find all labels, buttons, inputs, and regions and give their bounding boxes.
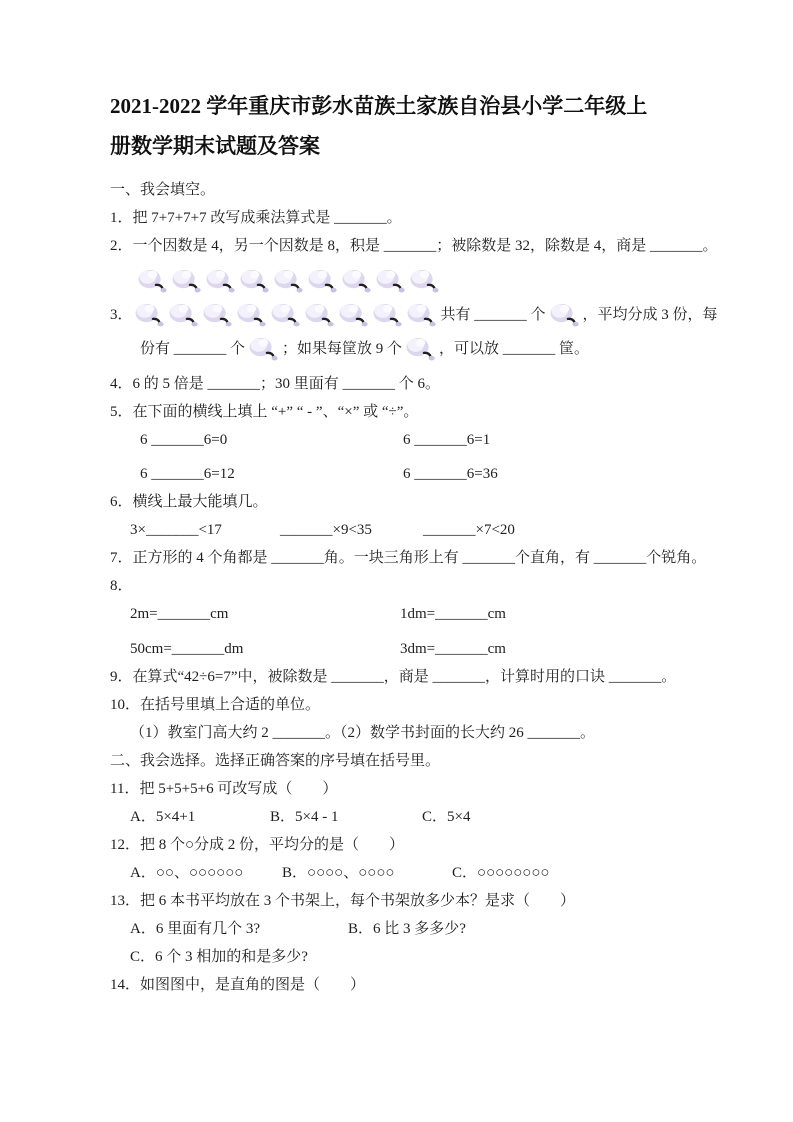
- shuttlecock-icon: [308, 269, 337, 294]
- shuttlecock-icon: [407, 303, 436, 328]
- shuttlecock-icon: [237, 303, 266, 328]
- q3-shuttle-row-1: [110, 264, 706, 298]
- q12-options-row: [110, 859, 706, 887]
- q8-cell-4: 3dm=_______cm: [400, 641, 506, 657]
- shuttlecock-icon: [206, 269, 235, 294]
- q5-equation-row-1: [110, 426, 706, 454]
- question-4: 4．6 的 5 倍是 _______；30 里面有 _______ 个 6。: [110, 376, 441, 392]
- q6-cell-2: _______×9<35: [280, 522, 372, 538]
- question-7: 7．正方形的 4 个角都是 _______角。一块三角形上有 _______个直角，有 _______个锐角。: [110, 550, 707, 566]
- q11-options-row: [110, 803, 706, 831]
- q5-equation-2: 6 _______6=1: [403, 432, 491, 448]
- q13-options-row-1: [110, 915, 706, 943]
- shuttlecock-icon: [305, 303, 334, 328]
- q3-shuttle-row-2: [135, 303, 441, 328]
- q12-option-a: A．○○、○○○○○○: [130, 865, 244, 881]
- question-8-number: 8．: [110, 578, 133, 594]
- q13-option-c: C．6 个 3 相加的和是多少?: [130, 949, 308, 965]
- shuttlecock-icon: [376, 269, 405, 294]
- q3-text-4: ；如果每筐放 9 个: [282, 341, 403, 357]
- question-2: 2．一个因数是 4，另一个因数是 8，积是 _______；被除数是 32，除数是 4，商是 _______。: [110, 238, 718, 254]
- q6-cell-1: 3×_______<17: [130, 522, 222, 538]
- q6-cell-3: _______×7<20: [423, 522, 515, 538]
- question-9: 9．在算式“42÷6=7”中，被除数是 _______，商是 _______，计算时用的口诀 _______。: [110, 669, 677, 685]
- title-line-2: 册数学期末试题及答案: [110, 134, 320, 158]
- q5-equation-1: 6 _______6=0: [140, 432, 228, 448]
- q6-inequality-row: [110, 516, 706, 544]
- q3-text-2: ，平均分成 3 份，每: [582, 307, 718, 323]
- q13-option-a: A．6 里面有几个 3?: [130, 921, 260, 937]
- question-3-line-1: [110, 298, 718, 332]
- shuttlecock-icon: [169, 303, 198, 328]
- shuttlecock-icon: [550, 303, 579, 328]
- q11-option-b: B．5×4 - 1: [270, 809, 339, 825]
- q8-cell-3: 50cm=_______dm: [130, 641, 244, 657]
- q8-unit-row-1: [110, 600, 706, 628]
- question-13: 13．把 6 本书平均放在 3 个书架上，每个书架放多少本？是求（ ）: [110, 893, 576, 909]
- shuttlecock-icon: [240, 269, 269, 294]
- section-fill-heading: 一、我会填空。: [110, 182, 216, 198]
- q3-number: 3．: [110, 307, 133, 323]
- q11-option-c: C．5×4: [422, 809, 471, 825]
- shuttlecock-icon: [172, 269, 201, 294]
- shuttlecock-icon: [138, 269, 167, 294]
- shuttlecock-icon: [203, 303, 232, 328]
- q5-equation-row-2: [110, 460, 706, 488]
- title-line-1: 2021-2022 学年重庆市彭水苗族土家族自治县小学二年级上: [110, 94, 648, 118]
- shuttlecock-icon: [410, 269, 439, 294]
- exam-content: [110, 86, 718, 999]
- section-choice-heading: 二、我会选择。选择正确答案的序号填在括号里。: [110, 753, 441, 769]
- q3-text-3: 份有 _______ 个: [140, 341, 246, 357]
- shuttlecock-icon: [274, 269, 303, 294]
- q12-option-c: C．○○○○○○○○: [452, 865, 550, 881]
- question-5: 5．在下面的横线上填上 “+” “ - ”、“×” 或 “÷”。: [110, 404, 419, 420]
- shuttlecock-icon: [342, 269, 371, 294]
- question-12: 12．把 8 个○分成 2 份，平均分的是（ ）: [110, 837, 405, 853]
- question-10-sub: （1）教室门高大约 2 _______。（2）数学书封面的长大约 26 _______。: [130, 725, 596, 741]
- shuttlecock-icon: [373, 303, 402, 328]
- question-1: 1．把 7+7+7+7 改写成乘法算式是 _______。: [110, 210, 402, 226]
- q11-option-a: A．5×4+1: [130, 809, 196, 825]
- shuttlecock-icon: [271, 303, 300, 328]
- shuttlecock-icon: [339, 303, 368, 328]
- question-10: 10．在括号里填上合适的单位。: [110, 697, 321, 713]
- document-title: [110, 86, 706, 166]
- q8-cell-1: 2m=_______cm: [130, 606, 229, 622]
- question-3-line-2: [110, 332, 706, 366]
- q8-cell-2: 1dm=_______cm: [400, 606, 506, 622]
- q3-text-1: 共有 _______ 个: [440, 307, 546, 323]
- shuttlecock-icon: [249, 337, 278, 362]
- q8-unit-row-2: [110, 635, 706, 663]
- shuttlecock-icon: [135, 303, 164, 328]
- question-14: 14．如图图中，是直角的图是（ ）: [110, 977, 366, 993]
- q5-equation-3: 6 _______6=12: [140, 466, 235, 482]
- q5-equation-4: 6 _______6=36: [403, 466, 498, 482]
- q3-text-5: ，可以放 _______ 筐。: [439, 341, 590, 357]
- q13-option-b: B．6 比 3 多多少?: [348, 921, 466, 937]
- q12-option-b: B．○○○○、○○○○: [282, 865, 395, 881]
- question-11: 11．把 5+5+5+6 可改写成（ ）: [110, 781, 338, 797]
- question-6: 6．横线上最大能填几。: [110, 494, 268, 510]
- shuttlecock-icon: [406, 337, 435, 362]
